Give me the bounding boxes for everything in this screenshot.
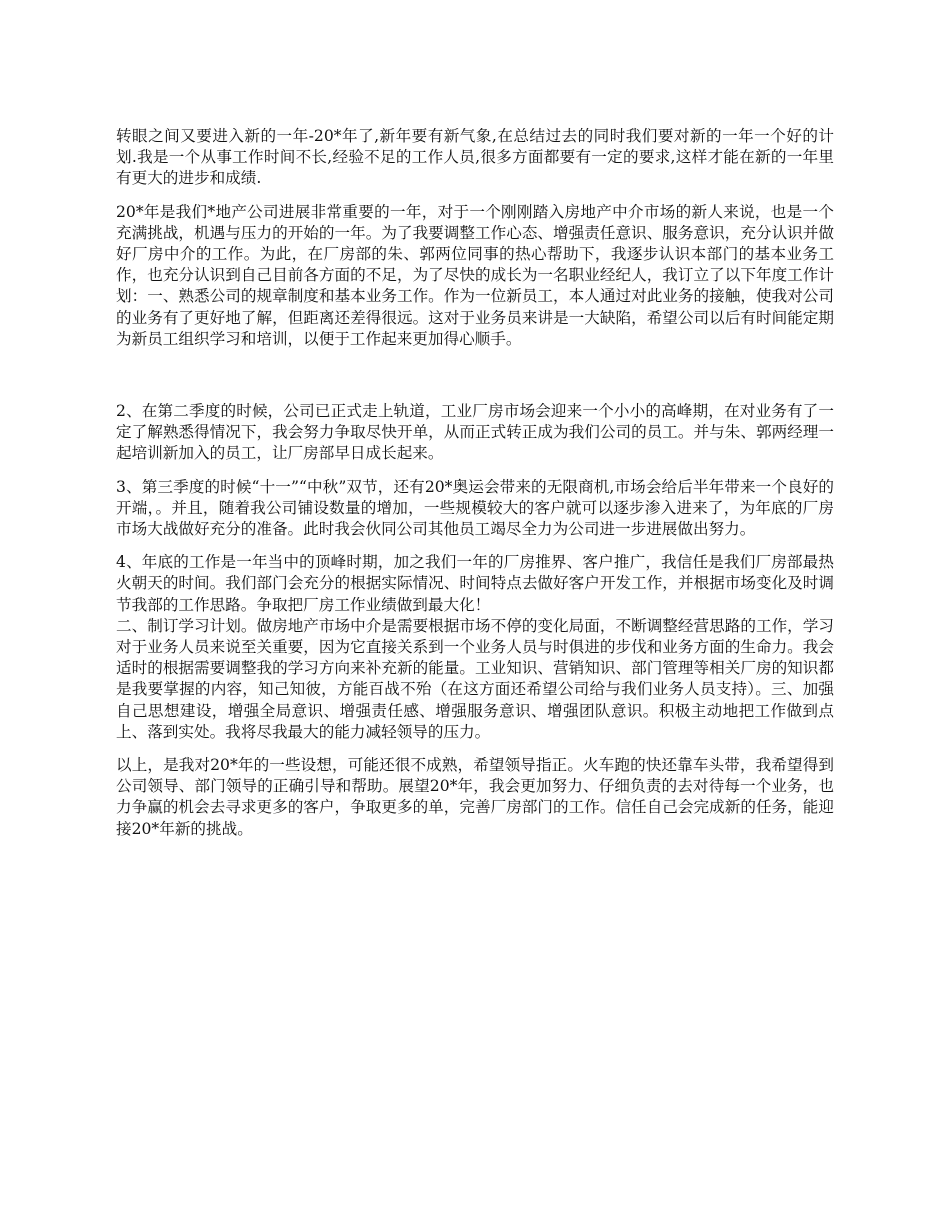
- document-page: [116, 126, 834, 840]
- paragraph-year-end-and-study-plan: 4、年底的工作是一年当中的顶峰时期，加之我们一年的厂房推界、客户推广，我信任是我们厂房部最热火朝天的时间。我们部门会充分的根据实际情况、时间特点去做好客户开发工作，并根据市场变化及时调节我部的工作思路。争取把厂房工作业绩做到最大化！ 二、制订学习计划。做房地产市场中介是需要根据市场不停的变化局面，不断调整经营思路的工作，学习对于业务人员来说至关重要，因为它直接关系到一个业务人员与时俱进的步伐和业务方面的生命力。我会适时的根据需要调整我的学习方向来补充新的能量。工业知识、营销知识、部门管理等相关厂房的知识都是我要掌握的内容，知己知彼，方能百战不殆（在这方面还希望公司给与我们业务人员支持）。三、加强自己思想建设，增强全局意识、增强责任感、增强服务意识、增强团队意识。积极主动地把工作做到点上、落到实处。我将尽我最大的能力减轻领导的压力。: [116, 553, 834, 741]
- paragraph-intro: 转眼之间又要进入新的一年-20*年了,新年要有新气象,在总结过去的同时我们要对新的一年一个好的计划.我是一个从事工作时间不长,经验不足的工作人员,很多方面都要有一定的要求,这样才能在新的一年里有更大的进步和成绩.: [116, 127, 834, 188]
- paragraph-second-quarter: 2、在第二季度的时候，公司已正式走上轨道，工业厂房市场会迎来一个小小的高峰期，在对业务有了一定了解熟悉得情况下，我会努力争取尽快开单，从而正式转正成为我们公司的员工。并与朱、郭两经理一起培训新加入的员工，让厂房部早日成长起来。: [116, 402, 834, 463]
- paragraph-third-quarter: 3、第三季度的时候“十一”“中秋”双节，还有20*奥运会带来的无限商机,市场会给后半年带来一个良好的开端，。并且，随着我公司铺设数量的增加，一些规模较大的客户就可以逐步渗入进来了，为年底的厂房市场大战做好充分的准备。此时我会伙同公司其他员工竭尽全力为公司进一步进展做出努力。: [116, 477, 834, 539]
- paragraph-year-overview: 20*年是我们*地产公司进展非常重要的一年，对于一个刚刚踏入房地产中介市场的新人来说，也是一个充满挑战，机遇与压力的开始的一年。为了我要调整工作心态、增强责任意识、服务意识，充分认识并做好厂房中介的工作。为此，在厂房部的朱、郭两位同事的热心帮助下，我逐步认识本部门的基本业务工作，也充分认识到自己目前各方面的不足，为了尽快的成长为一名职业经纪人，我订立了以下年度工作计划：一、熟悉公司的规章制度和基本业务工作。作为一位新员工，本人通过对此业务的接触，使我对公司的业务有了更好地了解，但距离还差得很远。这对于业务员来讲是一大缺陷，希望公司以后有时间能定期为新员工组织学习和培训，以便于工作起来更加得心顺手。: [116, 202, 834, 348]
- paragraph-conclusion: 以上，是我对20*年的一些设想，可能还很不成熟，希望领导指正。火车跑的快还靠车头带，我希望得到公司领导、部门领导的正确引导和帮助。展望20*年，我会更加努力、仔细负责的去对待每一个业务，也力争赢的机会去寻求更多的客户，争取更多的单，完善厂房部门的工作。信任自己会完成新的任务，能迎接20*年新的挑战。: [116, 756, 834, 838]
